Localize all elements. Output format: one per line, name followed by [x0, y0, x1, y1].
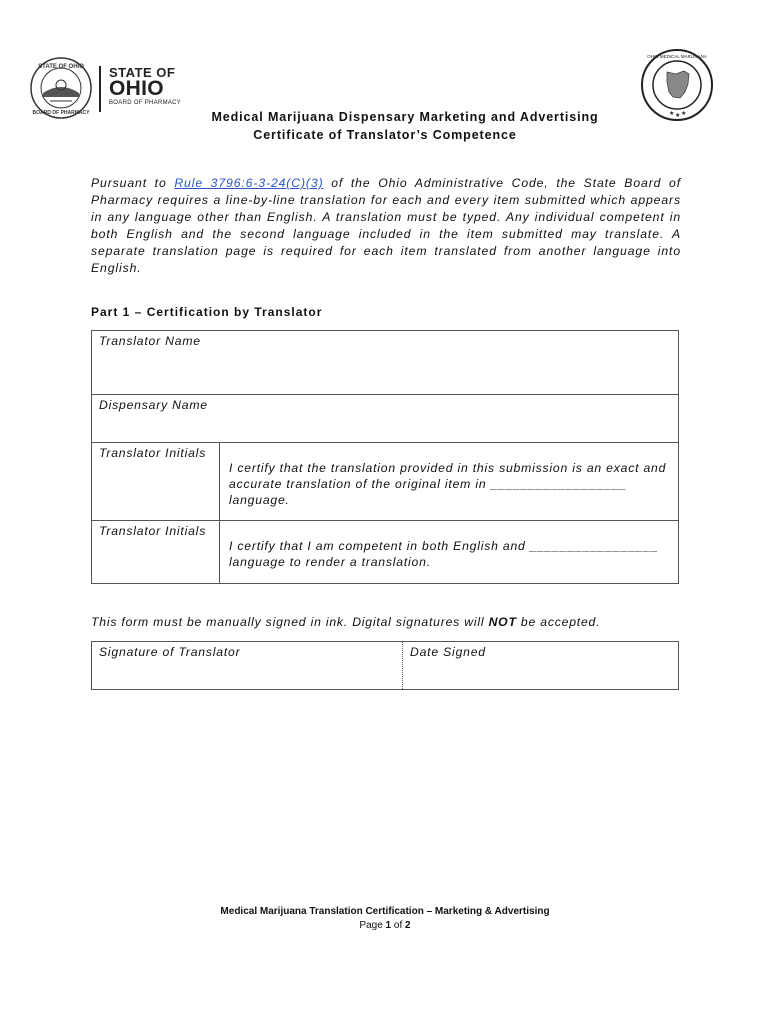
column-divider: [219, 521, 220, 583]
part1-heading: Part 1 – Certification by Translator: [91, 305, 323, 319]
signature-note: [91, 615, 600, 629]
svg-text:STATE OF OHIO: STATE OF OHIO: [38, 64, 84, 70]
svg-text:★: ★: [681, 111, 687, 117]
document-title: Medical Marijuana Dispensary Marketing and Advertising: [211, 110, 599, 124]
certify-translation-text: I certify that the translation provided in this submission is an exact and accurate translation of the original item in __________________ language.: [229, 461, 667, 507]
signature-note-emphasis: NOT: [488, 615, 517, 629]
svg-text:BOARD OF PHARMACY: BOARD OF PHARMACY: [32, 110, 90, 116]
signature-note-pre: This form must be manually signed in ink. Digital signatures will: [91, 615, 489, 629]
column-divider: [219, 443, 220, 520]
dispensary-name-label: Dispensary Name: [99, 398, 208, 412]
intro-text-pre: Pursuant to: [91, 176, 175, 190]
svg-text:★: ★: [669, 111, 675, 117]
translator-initials-label-2: Translator Initials: [99, 524, 207, 538]
dispensary-name-field[interactable]: [92, 395, 678, 443]
intro-paragraph: [91, 175, 681, 277]
translator-name-label: Translator Name: [99, 334, 201, 348]
translator-name-field[interactable]: [92, 331, 678, 395]
rule-link[interactable]: Rule 3796:6-3-24(C)(3): [174, 176, 324, 190]
svg-text:OHIO MEDICAL MARIJUANA: OHIO MEDICAL MARIJUANA: [647, 54, 707, 59]
certification-table: [91, 330, 679, 584]
intro-text-post: of the Ohio Administrative Code, the State Board of Pharmacy requires a line-by-line translation for each and every item submitted which appears in any language other than English. A translation must be typed. Any individual competent in both English and the second language included in the item submitted may translate. A separate translation page is required for each item translated from another language into English.: [91, 176, 681, 275]
translation-certification-row: [92, 443, 678, 521]
logo-board-text: BOARD OF PHARMACY: [109, 100, 182, 106]
translator-initials-label-1: Translator Initials: [99, 446, 207, 460]
footer-title: Medical Marijuana Translation Certification – Marketing & Advertising: [220, 906, 550, 917]
competence-certification-row: [92, 521, 678, 583]
date-signed-label: Date Signed: [410, 645, 486, 659]
document-subtitle: Certificate of Translator’s Competence: [253, 128, 517, 142]
signature-column-divider: [402, 642, 403, 689]
page-total: 2: [405, 920, 411, 931]
state-of-ohio-wordmark: [99, 66, 191, 112]
page-number-of: of: [391, 920, 406, 931]
page-number: [0, 920, 770, 931]
page-number-pre: Page: [359, 920, 386, 931]
signature-note-post: be accepted.: [516, 615, 601, 629]
signature-of-translator-label: Signature of Translator: [99, 645, 241, 659]
logo-ohio-text: OHIO: [109, 77, 164, 100]
certify-competence-text: I certify that I am competent in both English and _________________ language to render a translation.: [229, 539, 659, 569]
logo-state-text: STATE OF: [109, 65, 176, 80]
page-current: 1: [385, 920, 392, 931]
svg-text:★: ★: [675, 113, 681, 119]
signature-table[interactable]: [91, 641, 679, 690]
